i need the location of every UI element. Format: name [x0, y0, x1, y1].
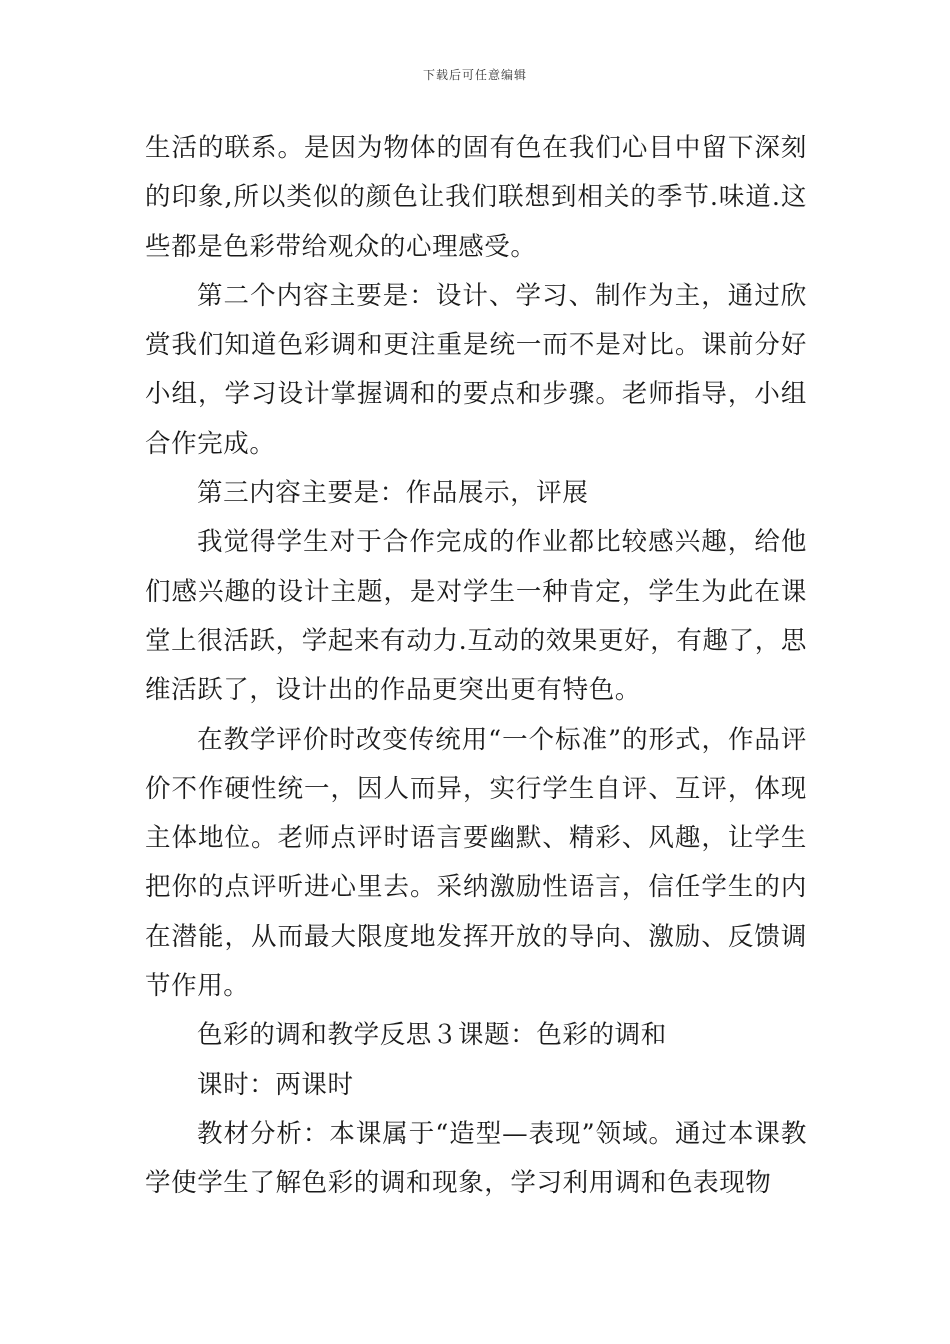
paragraph: 生活的联系。是因为物体的固有色在我们心目中留下深刻的印象,所以类似的颜色让我们联想到相关的季节.味道.这些都是色彩带给观众的心理感受。 — [145, 133, 807, 262]
paragraph: 课时：两课时 — [197, 1069, 354, 1100]
header-note: 下载后可任意编辑 — [422, 68, 527, 82]
paragraph: 我觉得学生对于合作完成的作业都比较感兴趣，给他们感兴趣的设计主题，是对学生一种肯定，学生为此在课堂上很活跃，学起来有动力.互动的效果更好，有趣了，思维活跃了，设计出的作品更突出更有特色。 — [145, 527, 807, 706]
paragraph: 教材分析：本课属于“造型—表现”领域。通过本课教学使学生了解色彩的调和现象，学习利用调和色表现物 — [145, 1118, 807, 1199]
paragraph: 第二个内容主要是：设计、学习、制作为主，通过欣赏我们知道色彩调和更注重是统一而不是对比。课前分好小组，学习设计掌握调和的要点和步骤。老师指导，小组合作完成。 — [145, 280, 807, 459]
document-body — [145, 124, 807, 1209]
paragraph: 第三内容主要是：作品展示，评展 — [197, 478, 589, 509]
paragraph: 在教学评价时改变传统用“一个标准”的形式，作品评价不作硬性统一，因人而异，实行学生自评、互评，体现主体地位。老师点评时语言要幽默、精彩、风趣，让学生把你的点评听进心里去。采纳激励性语言，信任学生的内在潜能，从而最大限度地发挥开放的导向、激励、反馈调节作用。 — [145, 724, 807, 1002]
paragraph: 色彩的调和教学反思３课题：色彩的调和 — [197, 1020, 667, 1051]
